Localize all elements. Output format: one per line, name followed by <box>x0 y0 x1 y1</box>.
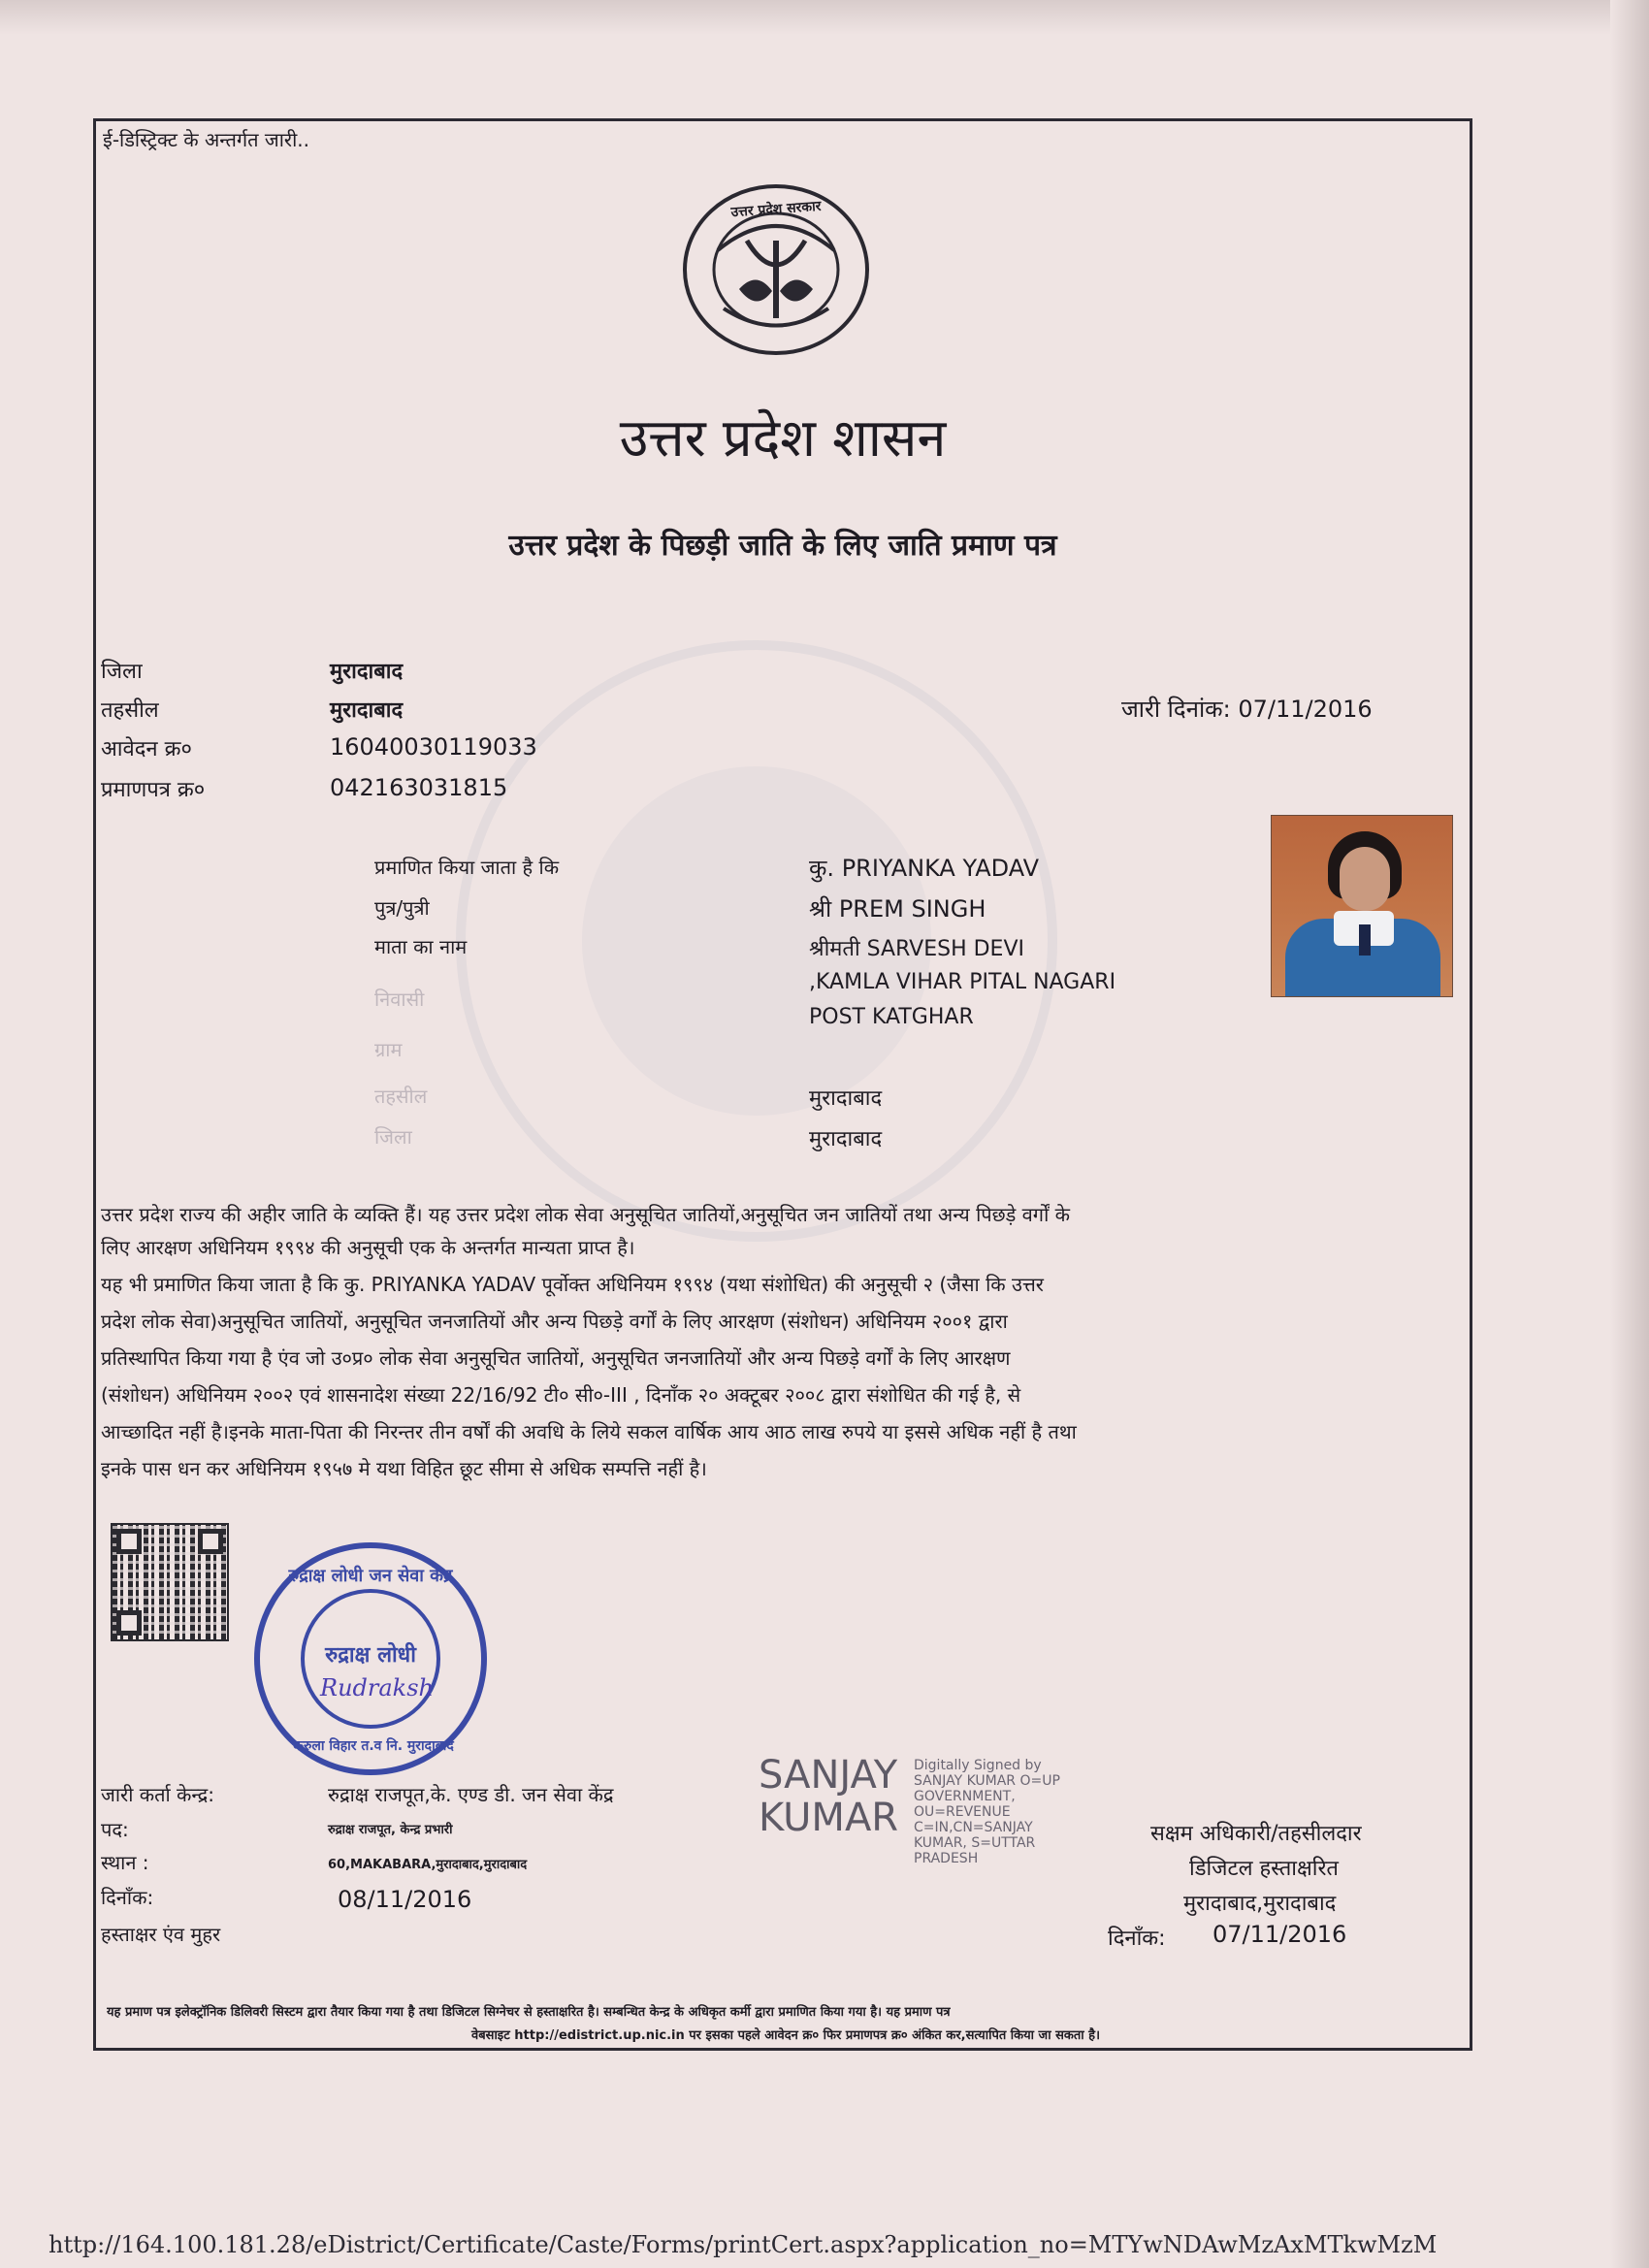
print-url: http://164.100.181.28/eDistrict/Certificate/Caste/Forms/printCert.aspx?application_no=MTYwNDAwMzAxMTkwMzM <box>48 2231 1438 2258</box>
body-line-6: (संशोधन) अधिनियम २००२ एवं शासनादेश संख्या 22/16/92 टी० सी०-III , दिनाँक २० अक्टूबर २००८ द्वारा संशोधित की गई है, से <box>101 1383 1021 1407</box>
sig-detail: KUMAR, S=UTTAR <box>914 1835 1036 1851</box>
district-value: मुरादाबाद <box>330 660 404 684</box>
address-line2: POST KATGHAR <box>809 1005 974 1029</box>
qr-code-icon <box>111 1523 229 1641</box>
tehsil-value: मुरादाबाद <box>330 698 404 723</box>
digital-signature-name <box>759 1754 898 1839</box>
address-label: निवासी <box>374 988 425 1011</box>
body-line-8: इनके पास धन कर अधिनियम १९५७ मे यथा विहित छूट सीमा से अधिक सम्पत्ति नहीं है। <box>101 1457 707 1480</box>
signer-name-line2: KUMAR <box>759 1796 899 1840</box>
authority-place: मुरादाबाद,मुरादाबाद <box>1183 1892 1337 1916</box>
post-label: पद: <box>101 1818 129 1841</box>
centre-label: जारी कर्ता केन्द्र: <box>101 1783 214 1806</box>
paper-edge <box>0 0 1649 35</box>
post-value: रुद्राक्ष राजपूत, केन्द्र प्रभारी <box>328 1823 453 1837</box>
sig-detail: OU=REVENUE <box>914 1804 1011 1820</box>
sig-detail: C=IN,CN=SANJAY <box>914 1820 1033 1835</box>
government-title: उत्तर प्रदेश शासन <box>619 407 947 469</box>
mother-name: श्रीमती SARVESH DEVI <box>809 937 1024 961</box>
paper-edge-right <box>1610 0 1649 2268</box>
place-label: स्थान : <box>101 1851 149 1874</box>
authority-signed: डिजिटल हस्ताक्षरित <box>1189 1857 1339 1881</box>
footer-note-line1: यह प्रमाण पत्र इलेक्ट्रॉनिक डिलिवरी सिस्टम द्वारा तैयार किया गया है तथा डिजिटल सिग्नेचर से हस्ताक्षरित है। सम्बन्धित केन्द्र के अधिकृत कर्मी द्वारा प्रमाणित किया गया है। यह प्रमाण पत्र <box>107 2005 951 2020</box>
body-line-7: आच्छादित नहीं है।इनके माता-पिता की निरन्तर तीन वर्षों की अवधि के लिये सकल वार्षिक आय आठ लाख रुपये या इससे अधिक नहीं है तथा <box>101 1420 1077 1443</box>
body-line-3: यह भी प्रमाणित किया जाता है कि कु. PRIYANKA YADAV पूर्वोक्त अधिनियम १९९४ (यथा संशोधित) की अनुसूची २ (जैसा कि उत्तर <box>101 1273 1044 1296</box>
body-line-2: लिए आरक्षण अधिनियम १९९४ की अनुसूची एक के अन्तर्गत मान्यता प्राप्त है। <box>101 1236 635 1259</box>
authority-title: सक्षम अधिकारी/तहसीलदार <box>1150 1822 1362 1846</box>
stamp-bottom-text: करुला विहार त.व नि. मुरादाबाद <box>293 1738 454 1754</box>
application-no-value: 16040030119033 <box>330 733 537 761</box>
stamp-signature: Rudraksh <box>320 1674 434 1701</box>
stamp-text: रुद्राक्ष लोधी जन सेवा केंद्र <box>288 1566 453 1586</box>
sig-detail: PRADESH <box>914 1851 979 1866</box>
mother-label: माता का नाम <box>374 935 468 958</box>
emblem-text: उत्तर प्रदेश सरकार <box>730 198 822 221</box>
place-value: 60,MAKABARA,मुरादाबाद,मुरादाबाद <box>328 1858 528 1872</box>
person-tehsil-value: मुरादाबाद <box>809 1086 883 1111</box>
certificate-no-label: प्रमाणपत्र क्र० <box>101 778 206 802</box>
signer-name-line1: SANJAY <box>759 1753 898 1798</box>
issuer-date-value: 08/11/2016 <box>338 1886 472 1913</box>
digital-signature-details <box>914 1758 1060 1866</box>
issue-date: जारी दिनांक: 07/11/2016 <box>1121 696 1373 723</box>
certificate-no-value: 042163031815 <box>330 774 508 801</box>
authority-date-label: दिनाँक: <box>1108 1927 1166 1951</box>
applicant-name: कु. PRIYANKA YADAV <box>809 855 1040 882</box>
tehsil-label: तहसील <box>101 698 159 723</box>
applicant-photo <box>1271 815 1453 997</box>
date-label: दिनाँक: <box>101 1886 154 1909</box>
top-note: ई-डिस्ट्रिक्ट के अन्तर्गत जारी.. <box>103 128 309 151</box>
body-line-1: उत्तर प्रदेश राज्य की अहीर जाति के व्यक्ति हैं। यह उत्तर प्रदेश लोक सेवा अनुसूचित जातियों,अनुसूचित जन जातियों तथा अन्य पिछड़े वर्गों के <box>101 1203 1070 1226</box>
sig-detail: GOVERNMENT, <box>914 1789 1016 1804</box>
body-line-4: प्रदेश लोक सेवा)अनुसूचित जातियों, अनुसूचित जनजातियों और अन्य पिछड़े वर्गों के लिए आरक्षण (संशोधन) अधिनियम २००१ द्वारा <box>101 1310 1008 1333</box>
village-label: ग्राम <box>374 1038 403 1061</box>
person-tehsil-label: तहसील <box>374 1085 428 1108</box>
centre-value: रुद्राक्ष राजपूत,के. एण्ड डी. जन सेवा केंद्र <box>328 1783 614 1806</box>
person-district-label: जिला <box>374 1125 412 1149</box>
father-name: श्री PREM SINGH <box>809 895 986 923</box>
district-label: जिला <box>101 660 143 684</box>
certified-label: प्रमाणित किया जाता है कि <box>374 856 560 879</box>
footer-note-line2: वेबसाइट http://edistrict.up.nic.in पर इसका पहले आवेदन क्र० फिर प्रमाणपत्र क्र० अंकित कर,सत्यापित किया जा सकता है। <box>471 2028 1100 2043</box>
sig-detail: SANJAY KUMAR O=UP <box>914 1773 1060 1789</box>
authority-date-value: 07/11/2016 <box>1212 1921 1347 1948</box>
address-line1: ,KAMLA VIHAR PITAL NAGARI <box>809 970 1116 994</box>
body-line-5: प्रतिस्थापित किया गया है एंव जो उ०प्र० लोक सेवा अनुसूचित जातियों, अनुसूचित जनजातियों और अन्य पिछड़े वर्गों के लिए आरक्षण <box>101 1346 1011 1370</box>
application-no-label: आवेदन क्र० <box>101 737 192 761</box>
certificate-title: उत्तर प्रदेश के पिछड़ी जाति के लिए जाति प्रमाण पत्र <box>508 529 1057 563</box>
stamp-name: रुद्राक्ष लोधी <box>325 1643 416 1668</box>
sig-detail: Digitally Signed by <box>914 1758 1042 1773</box>
sign-label: हस्ताक्षर एंव मुहर <box>101 1923 221 1946</box>
parent-label: पुत्र/पुत्री <box>374 896 430 920</box>
person-district-value: मुरादाबाद <box>809 1127 883 1151</box>
